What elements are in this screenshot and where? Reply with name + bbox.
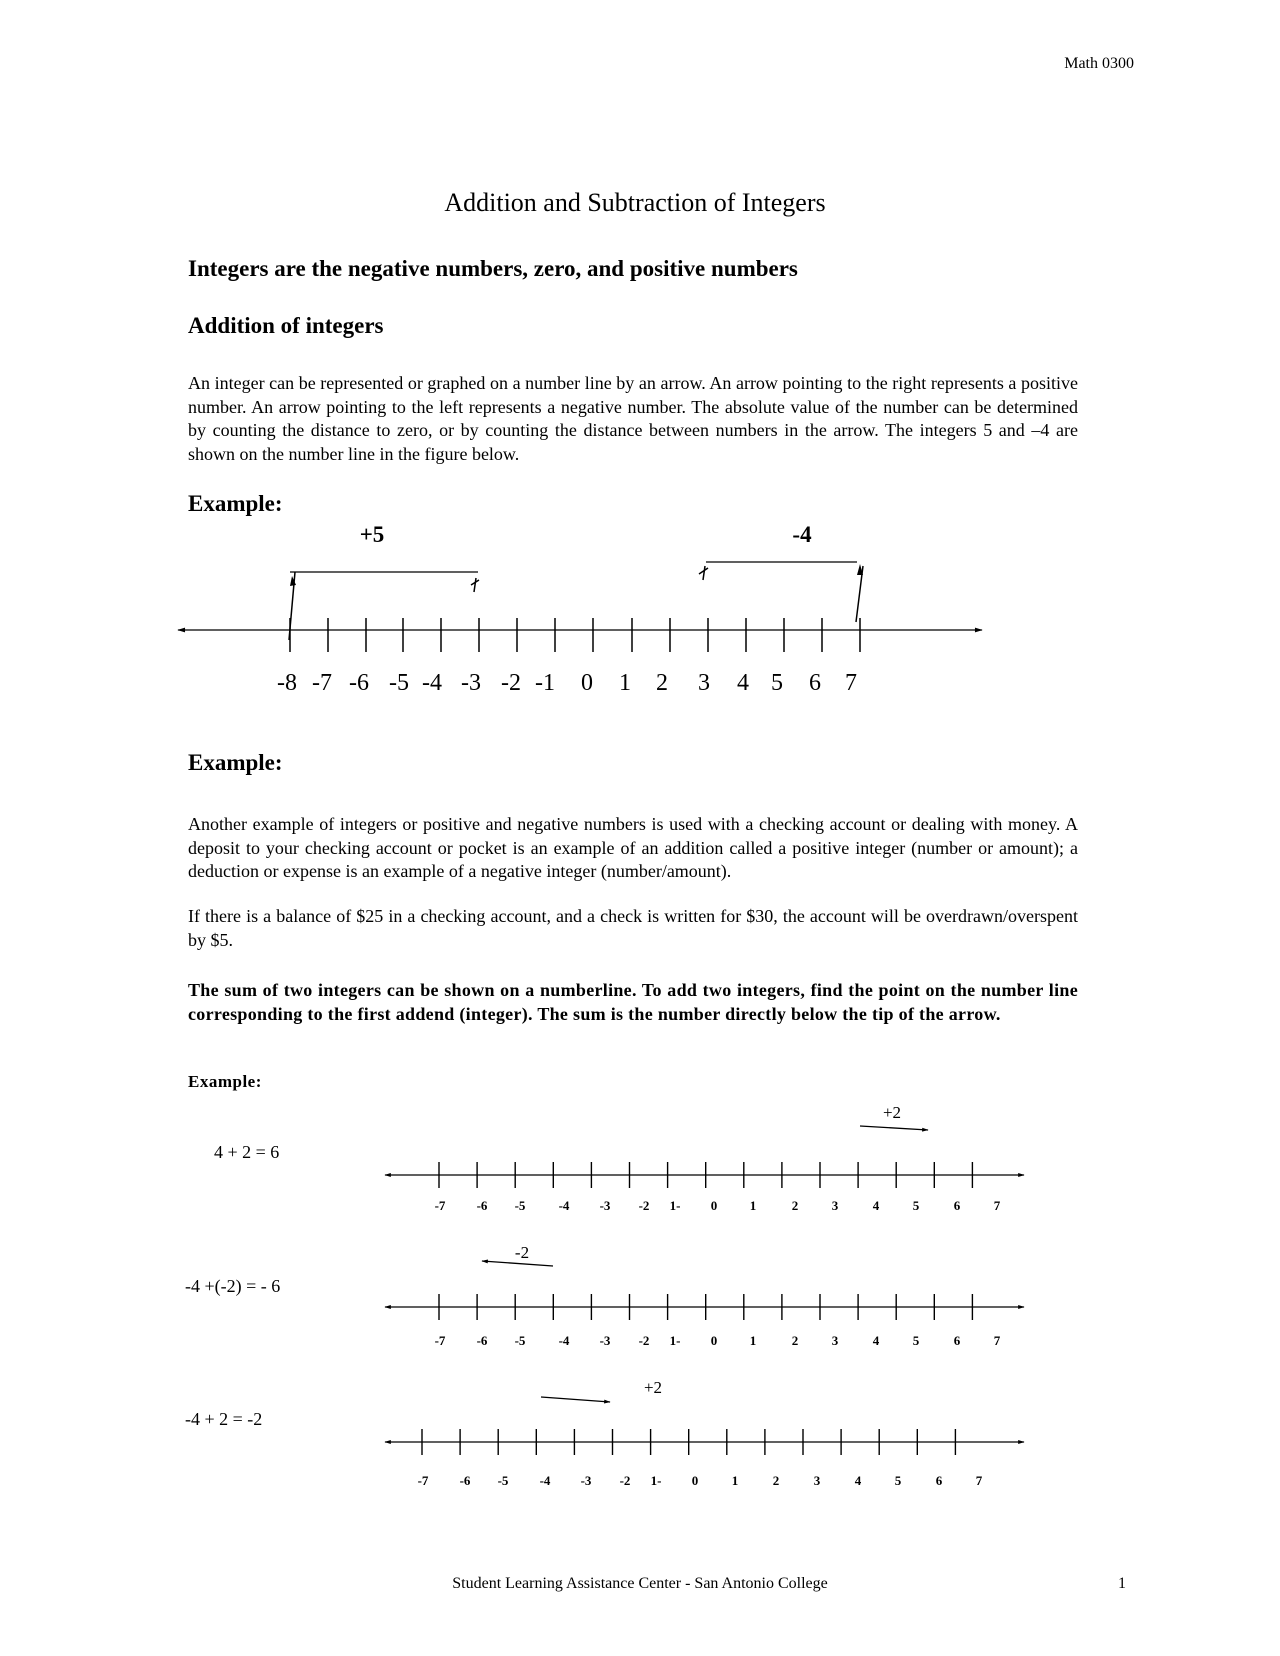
- tick-label: -8: [277, 670, 297, 696]
- tick-label: 1: [731, 1473, 739, 1488]
- tick-label: 0: [710, 1198, 718, 1213]
- tick-label: 6: [935, 1473, 943, 1488]
- tick-label: -2: [638, 1333, 650, 1348]
- tick-label: 3: [698, 670, 710, 696]
- tick-label: -4: [422, 670, 442, 696]
- tick-label: 7: [993, 1198, 1001, 1213]
- tick-label: -2: [619, 1473, 631, 1488]
- tick-label: -7: [434, 1198, 446, 1213]
- tick-label: -2: [501, 670, 521, 696]
- equation-2: -4 +(-2) = - 6: [185, 1276, 281, 1296]
- tick-label: 5: [894, 1473, 902, 1488]
- tick-label: 0: [710, 1333, 718, 1348]
- tick-label: 4: [854, 1473, 862, 1488]
- tick-label: 1: [619, 670, 631, 696]
- addition-heading: Addition of integers: [188, 313, 384, 338]
- tick-label: 1: [749, 1333, 757, 1348]
- tick-label: -4: [558, 1198, 570, 1213]
- arrow-label-minus4: -4: [792, 522, 812, 547]
- tick-label: -5: [514, 1198, 526, 1213]
- tick-label: 2: [791, 1198, 799, 1213]
- tick-label: -3: [599, 1198, 611, 1213]
- paragraph-number-line: An integer can be represented or graphed on a number line by an arrow. An arrow pointing to the right represents a positive number. An arrow pointing to the left represents a negative number. The absolute value of the number can be determined by counting the distance to zero, or by counting the distance between numbers in the arrow. The integers 5 and –4 are shown on the number line in the figure below.: [188, 373, 1078, 464]
- tick-label: 3: [831, 1333, 839, 1348]
- tick-label: 2: [772, 1473, 780, 1488]
- tick-label: -6: [349, 670, 369, 696]
- sum-arrow: [541, 1397, 610, 1402]
- tick-label: 1: [749, 1198, 757, 1213]
- tick-label: -4: [539, 1473, 551, 1488]
- tick-label: 6: [809, 670, 821, 696]
- tick-label: -4: [558, 1333, 570, 1348]
- tick-label: 2: [656, 670, 668, 696]
- paragraph-checking: Another example of integers or positive and negative numbers is used with a checking account or dealing with money. A deposit to your checking account or pocket is an example of an addition called a positive integer (number or amount); a deduction or expense is an example of a negative integer (number/amount).: [188, 814, 1078, 881]
- tick-label: 6: [953, 1198, 961, 1213]
- tick-label: 4: [872, 1333, 880, 1348]
- tick-label: -2: [638, 1198, 650, 1213]
- example-heading-3: Example:: [188, 1072, 262, 1091]
- tick-label: 2: [791, 1333, 799, 1348]
- tick-label: 3: [831, 1198, 839, 1213]
- tick-label: -7: [417, 1473, 429, 1488]
- number-line-3: [385, 1378, 1024, 1488]
- paragraph-sum-rule: The sum of two integers can be shown on a numberline. To add two integers, find the point on the number line corresponding to the first addend (integer). The sum is the number directly below the tip of the arrow.: [188, 980, 1078, 1024]
- tick-label: 5: [912, 1198, 920, 1213]
- tick-label: -3: [461, 670, 481, 696]
- tick-label: -7: [312, 670, 332, 696]
- tick-label: 3: [813, 1473, 821, 1488]
- tick-label: -7: [434, 1333, 446, 1348]
- paragraph-balance: If there is a balance of $25 in a checking account, and a check is written for $30, the account will be overdrawn/overspent by $5.: [188, 906, 1078, 950]
- tick-label: 4: [737, 670, 749, 696]
- footer-institution: Student Learning Assistance Center - San Antonio College: [452, 1575, 828, 1592]
- equation-1: 4 + 2 = 6: [214, 1142, 280, 1162]
- number-line-2: [385, 1243, 1024, 1348]
- arrow-label: -2: [514, 1243, 530, 1262]
- number-line-1: [385, 1103, 1024, 1213]
- tick-label: -5: [497, 1473, 509, 1488]
- course-label: Math 0300: [1064, 55, 1134, 72]
- tick-label: 7: [975, 1473, 983, 1488]
- tick-label: -6: [476, 1333, 488, 1348]
- definition-heading: Integers are the negative numbers, zero, and positive numbers: [188, 256, 798, 281]
- tick-label: 5: [771, 670, 783, 696]
- tick-label: -3: [580, 1473, 592, 1488]
- tick-label: 1-: [669, 1198, 681, 1213]
- tick-label: -1: [535, 670, 555, 696]
- arrow-label: +2: [643, 1378, 663, 1397]
- example-heading-2: Example:: [188, 750, 283, 775]
- tick-label: 0: [691, 1473, 699, 1488]
- tick-label: -5: [514, 1333, 526, 1348]
- arrow-label-plus5: +5: [359, 522, 385, 547]
- tick-label: 5: [912, 1333, 920, 1348]
- tick-label: 4: [872, 1198, 880, 1213]
- tick-label: 1-: [650, 1473, 662, 1488]
- page-title: Addition and Subtraction of Integers: [444, 188, 826, 217]
- tick-label: 6: [953, 1333, 961, 1348]
- tick-label: 7: [845, 670, 857, 696]
- tick-label: -6: [459, 1473, 471, 1488]
- tick-label: 7: [993, 1333, 1001, 1348]
- tick-label: 1-: [669, 1333, 681, 1348]
- example-heading-1: Example:: [188, 491, 283, 516]
- arrow-label: +2: [882, 1103, 902, 1122]
- tick-label: 0: [581, 670, 593, 696]
- tick-label: -5: [389, 670, 409, 696]
- tick-label: -3: [599, 1333, 611, 1348]
- tick-label: -6: [476, 1198, 488, 1213]
- sum-arrow: [860, 1126, 928, 1130]
- equation-3: -4 + 2 = -2: [185, 1409, 263, 1429]
- page-number: 1: [1118, 1575, 1126, 1592]
